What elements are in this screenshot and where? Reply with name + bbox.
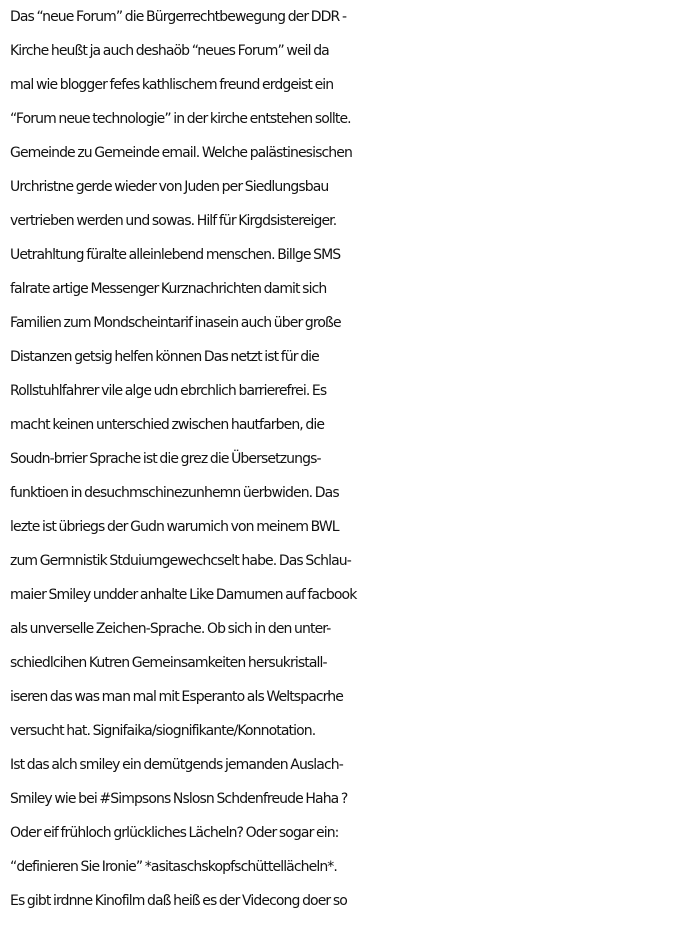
text-line: falrate artige Messenger Kurznachrichten damit sich <box>10 281 327 297</box>
text-line: versucht hat. Signifaika/siognifikante/Konnotation. <box>10 723 316 739</box>
text-line: macht keinen unterschied zwischen hautfarben, die <box>10 417 325 433</box>
text-line: Kirche heußt ja auch deshaöb “neues Forum” weil da <box>10 43 329 59</box>
text-line: “Forum neue technologie” in der kirche entstehen sollte. <box>10 111 351 127</box>
body-text <box>10 0 682 918</box>
text-line: lezte ist übriegs der Gudn warumich von meinem BWL <box>10 519 339 535</box>
text-line: Urchristne gerde wieder von Juden per Siedlungsbau <box>10 179 329 195</box>
text-line: Smiley wie bei #Simpsons Nslosn Schdenfreude Haha ? <box>10 791 348 807</box>
text-line: schiedlcihen Kutren Gemeinsamkeiten hersukristall- <box>10 655 327 671</box>
text-line: “definieren Sie Ironie” *asitaschskopfschüttellächeln*. <box>10 859 337 875</box>
text-line: funktioen in desuchmschinezunhemn üerbwiden. Das <box>10 485 339 501</box>
text-line: zum Germnistik Stduiumgewechcselt habe. Das Schlau- <box>10 553 351 569</box>
text-line: maier Smiley undder anhalte Like Damumen auf facbook <box>10 587 357 603</box>
text-line: Rollstuhlfahrer vile alge udn ebrchlich barrierefrei. Es <box>10 383 327 399</box>
text-line: Familien zum Mondscheintarif inasein auch über große <box>10 315 341 331</box>
text-line: mal wie blogger fefes kathlischem freund erdgeist ein <box>10 77 334 93</box>
text-line: als unverselle Zeichen-Sprache. Ob sich in den unter- <box>10 621 331 637</box>
text-line: Ist das alch smiley ein demütgends jemanden Auslach- <box>10 757 343 773</box>
text-line: Oder eif frühloch grlückliches Lächeln? Oder sogar ein: <box>10 825 339 841</box>
text-line: Distanzen getsig helfen können Das netzt ist für die <box>10 349 319 365</box>
text-line: iseren das was man mal mit Esperanto als Weltspacrhe <box>10 689 343 705</box>
text-line: Das “neue Forum” die Bürgerrechtbewegung der DDR - <box>10 9 347 25</box>
text-line: Uetrahltung füralte alleinlebend menschen. Billge SMS <box>10 247 341 263</box>
text-line: vertrieben werden und sowas. Hilf für Kirgdsistereiger. <box>10 213 337 229</box>
text-line: Gemeinde zu Gemeinde email. Welche palästinesischen <box>10 145 352 161</box>
text-line: Soudn-brrier Sprache ist die grez die Übersetzungs- <box>10 451 321 467</box>
text-line: Es gibt irdnne Kinofilm daß heiß es der Videcong doer so <box>10 893 347 909</box>
